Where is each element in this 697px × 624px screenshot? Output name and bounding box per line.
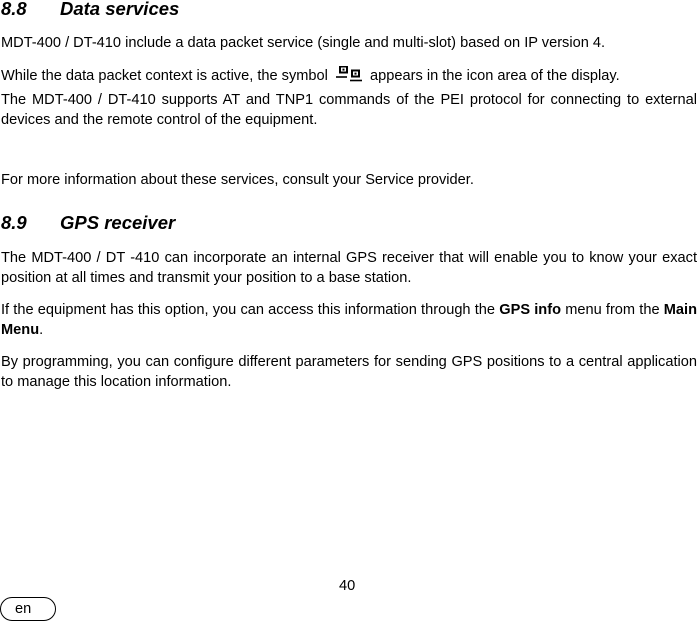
paragraph-text: menu from the [565,302,660,318]
data-packet-context-icon [336,66,362,82]
gps-info-menu-name: GPS info [499,302,561,318]
paragraph-data-packet-service: MDT-400 / DT-410 include a data packet service (single and multi-slot) based on IP version 4. [1,35,606,51]
section-8-9-heading [1,212,175,234]
language-badge: en [0,597,56,621]
section-8-8-heading [1,0,179,20]
paragraph-text-before-symbol: While the data packet context is active, the symbol [1,68,328,84]
paragraph-text-after-symbol: appears in the icon area of the display. [370,68,620,84]
section-number: 8.9 [1,212,27,233]
paragraph-gps-info-menu [1,301,697,340]
paragraph-text: . [39,321,44,338]
paragraph-pei-protocol: The MDT-400 / DT-410 supports AT and TNP1 commands of the PEI protocol for connecting to external devices and the remote control of the equipment. [1,92,697,128]
section-title: Data services [60,0,180,19]
paragraph-gps-receiver: The MDT-400 / DT -410 can incorporate an internal GPS receiver that will enable you to know your exact position at all times and transmit your position to a base station. [1,250,697,286]
section-title: GPS receiver [60,212,176,233]
paragraph-symbol-info [1,66,697,87]
paragraph-more-info: For more information about these services, consult your Service provider. [1,172,474,188]
section-number: 8.8 [1,0,27,19]
main-menu-name: Main Menu [1,302,697,338]
paragraph-gps-programming: By programming, you can configure different parameters for sending GPS positions to a central application to manage this location information. [1,354,697,390]
paragraph-text: If the equipment has this option, you can access this information through the [1,302,496,318]
page-number: 40 [339,578,356,594]
